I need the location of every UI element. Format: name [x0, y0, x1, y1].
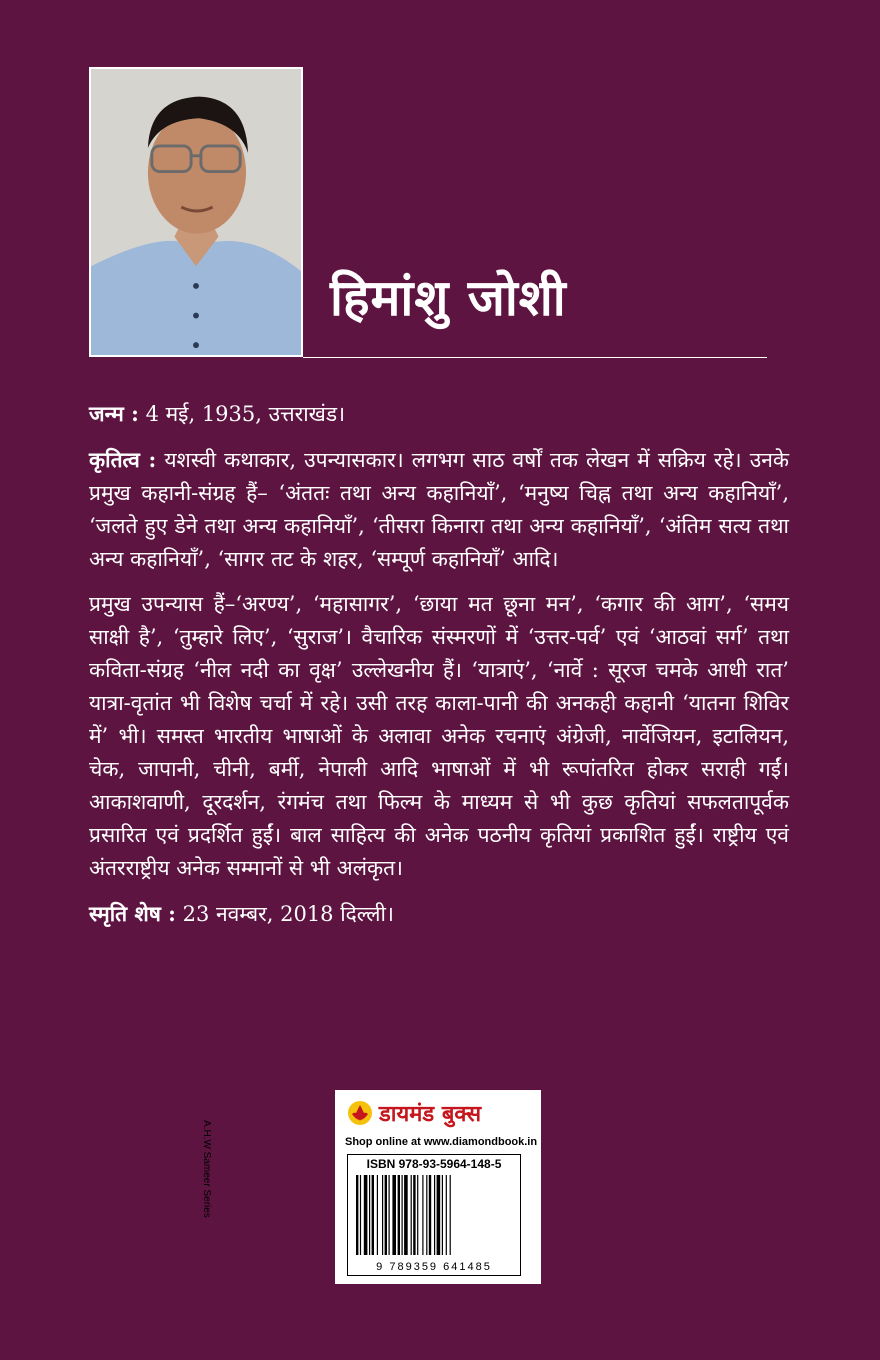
barcode-bar — [426, 1175, 427, 1255]
barcode-bar — [360, 1175, 361, 1255]
barcode-bar — [411, 1175, 412, 1255]
divider-line — [303, 357, 767, 358]
barcode-bar — [434, 1175, 435, 1255]
isbn-number: ISBN 978-93-5964-148-5 — [366, 1157, 502, 1171]
death-label: स्मृति शेष : — [89, 901, 176, 926]
barcode-digits: 9 789359 641485 — [376, 1261, 492, 1273]
barcode-bar — [437, 1175, 441, 1255]
barcode-bar — [417, 1175, 418, 1255]
birth-value: 4 मई, 1935, उत्तराखंड। — [138, 402, 346, 426]
barcode-bar — [404, 1175, 408, 1255]
isbn-barcode — [347, 1154, 521, 1276]
works-label: कृतित्व : — [89, 447, 157, 472]
barcode-bar — [377, 1175, 378, 1255]
death-value: 23 नवम्बर, 2018 दिल्ली। — [175, 902, 394, 926]
works-text: यशस्वी कथाकार, उपन्यासकार। लगभग साठ वर्षों तक लेखन में सक्रिय रहे। उनके प्रमुख कहानी-संग्रह हैं– ‘अंततः तथा अन्य कहानियाँ’, ‘मनुष्य चिह्न तथा अन्य कहानियाँ’, ‘जलते हुए डेने तथा अन्य कहानियाँ’, ‘तीसरा किनारा तथा अन्य कहानियाँ’, ‘अंतिम सत्य तथा अन्य कहानियाँ’, ‘सागर तट के शहर, ‘सम्पूर्ण कहानियाँ’ आदि। — [89, 448, 790, 571]
barcode-bar — [385, 1175, 387, 1255]
barcode-bar — [389, 1175, 390, 1255]
barcode-bar — [372, 1175, 374, 1255]
barcode-bar — [402, 1175, 403, 1255]
barcode-bar — [382, 1175, 383, 1255]
birth-label: जन्म : — [89, 401, 139, 426]
barcode-bar — [369, 1175, 370, 1255]
barcode-bars — [354, 1175, 514, 1255]
series-text: A.H.W Sameer Series — [201, 1120, 212, 1218]
barcode-bar — [422, 1175, 423, 1255]
publisher-name: डायमंड बुक्स — [379, 1102, 482, 1127]
author-bio — [89, 397, 789, 943]
birth-paragraph — [89, 397, 789, 431]
barcode-bar — [398, 1175, 400, 1255]
barcode-bar — [450, 1175, 451, 1255]
death-paragraph — [89, 897, 789, 931]
works-paragraph — [89, 443, 789, 576]
barcode-bar — [392, 1175, 396, 1255]
publisher-box — [335, 1090, 541, 1284]
shop-online-text: Shop online at www.diamondbook.in — [345, 1136, 538, 1148]
barcode-bar — [364, 1175, 368, 1255]
diamond-lotus-icon — [347, 1100, 373, 1126]
barcode-bar — [413, 1175, 415, 1255]
novels-paragraph: प्रमुख उपन्यास हैं–‘अरण्य’, ‘महासागर’, ‘छाया मत छूना मन’, ‘कगार की आग’, ‘समय साक्षी है’, ‘तुम्हारे लिए’, ‘सुराज’। वैचारिक संस्मरणों में ‘उत्तर-पर्व’ एवं ‘आठवां सर्ग’ तथा कविता-संग्रह ‘नील नदी का वृक्ष’ उल्लेखनीय हैं। ‘यात्राएं’, ‘नार्वे : सूरज चमके आधी रात’ यात्रा-वृतांत भी विशेष चर्चा में रहे। उसी तरह काला-पानी की अनकही कहानी ‘यातना शिविर में’ भी। समस्त भारतीय भाषाओं के अलावा अनेक रचनाएं अंग्रेजी, नार्वेजियन, इटालियन, चेक, जापानी, चीनी, बर्मी, नेपाली आदि भाषाओं में भी रूपांतरित होकर सराही गईं। आकाशवाणी, दूरदर्शन, रंगमंच तथा फिल्म के माध्यम से भी कुछ कृतियां सफलतापूर्वक प्रसारित एवं प्रदर्शित हुईं। बाल साहित्य की अनेक पठनीय कृतियां प्रकाशित हुईं। राष्ट्रीय एवं अंतरराष्ट्रीय अनेक सम्मानों से भी अलंकृत। — [89, 592, 789, 880]
barcode-bar — [442, 1175, 443, 1255]
barcode-bar — [356, 1175, 358, 1255]
barcode-bar — [446, 1175, 447, 1255]
barcode-bar — [429, 1175, 431, 1255]
author-name: हिमांशु जोशी — [330, 269, 567, 327]
publisher-logo — [347, 1098, 529, 1128]
author-photo — [89, 67, 303, 357]
author-portrait-illustration — [91, 69, 301, 355]
